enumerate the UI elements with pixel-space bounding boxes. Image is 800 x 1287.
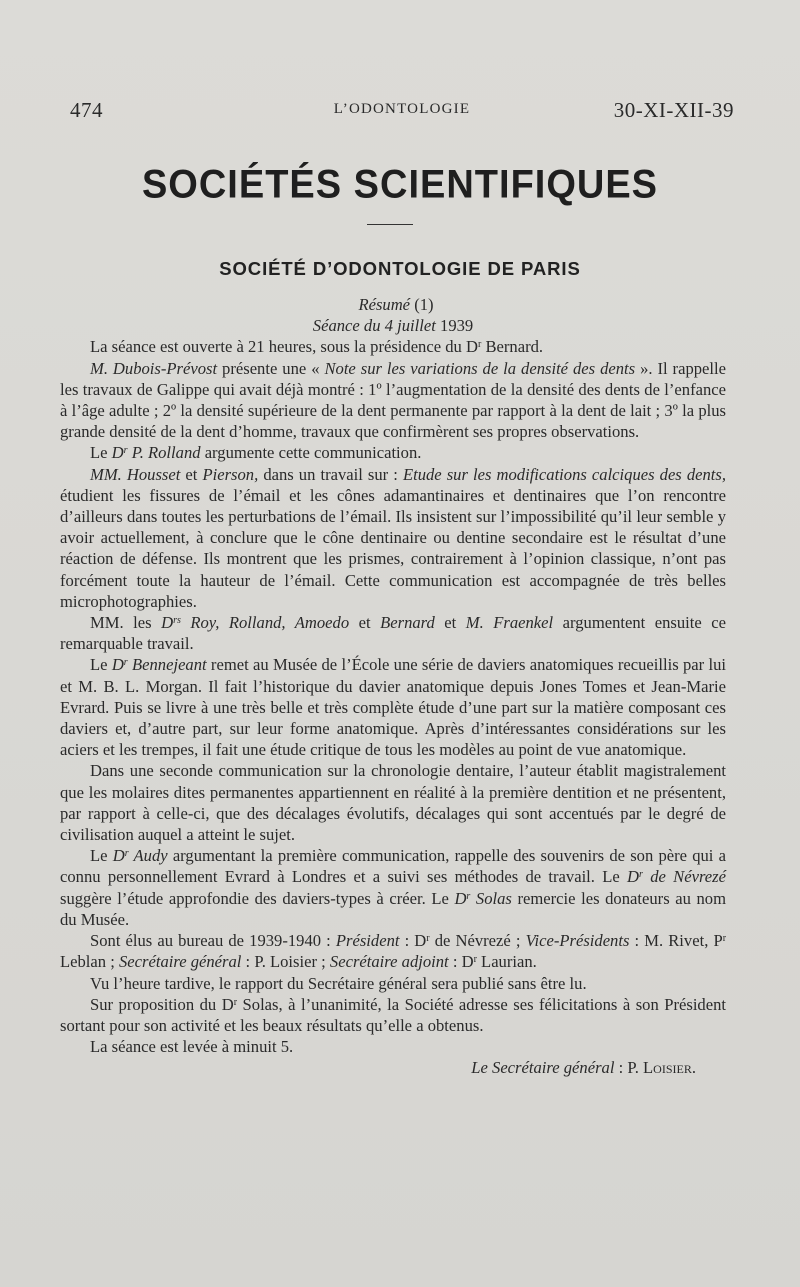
resume-heading: Résumé (1)	[358, 295, 434, 314]
society-title: SOCIÉTÉ D’ODONTOLOGIE DE PARIS	[219, 258, 581, 279]
journal-title: L’ODONTOLOGIE	[333, 101, 471, 117]
paragraph-dubois-prevost: M. Dubois-Prévost présente une « Note sur les variations de la densité des dents ». Il rappelle les travaux de Galippe qui avait déjà montré : 1º l’augmentation de la densité des dents de l’enfance à l’âge adulte ; 2º la densité supérieure de la dent permanente par rapport à la dent de lait ; 3º la plus grande densité de la dent d’homme, travaux que confirmèrent ses propres observations.	[60, 358, 726, 442]
title-rule	[367, 224, 413, 225]
paragraph-bureau: Sont élus au bureau de 1939-1940 : Président : $D^r$ de Névrezé ; Vice-Présidents : M. Rivet, $P^r$ Leblan ; Secrétaire général : P. Loisier ; Secrétaire adjoint : $D^r$ Laurian.	[60, 931, 727, 972]
paragraph-argumentent: MM. les $D^{rs}$ Roy, Rolland, Amoedo et Bernard et M. Fraenkel argumentent ensuite ce remarquable travail.	[60, 613, 726, 654]
article-body	[60, 294, 726, 1079]
running-head	[70, 98, 734, 124]
paragraph-rapport: Vu l’heure tardive, le rapport du Secrétaire général sera publié sans être lu.	[90, 973, 587, 993]
paragraph-chronologie: Dans une seconde communication sur la chronologie dentaire, l’auteur établit magistralement que les molaires dites permanentes appartiennent en réalité à la première dentition et ne présentent, par rapport à celle-ci, que des décalages évolutifs, décalages qui sont accentués par le degré de civilisation auquel a atteint le sujet.	[60, 761, 726, 845]
paragraph-opening: La séance est ouverte à 21 heures, sous la présidence du $D^r$ Bernard.	[90, 337, 544, 357]
paragraph-closing: La séance est levée à minuit 5.	[90, 1037, 294, 1057]
seance-year: 1939	[440, 316, 474, 336]
signature: Le Secrétaire général : P. Loisier.	[471, 1058, 696, 1078]
paragraph-audy: Le $D^r$ Audy argumentant la première communication, rappelle des souvenirs de son père qui a connu personnellement Evrard à Londres et a suivi ses méthodes de travail. Le $D^r$ de Névrezé suggère l’étude approfondie des daviers-types à créer. Le $D^r$ Solas remercie les donateurs au nom du Musée.	[60, 846, 726, 929]
page-number: 474	[70, 98, 103, 122]
paragraph-bennejeant: Le $D^r$ Bennejeant remet au Musée de l’École une série de daviers anatomiques recueillis par lui et M. B. L. Morgan. Il fait l’historique du davier anatomique depuis Jones Tomes et Jean-Marie Evrard. Puis se livre à une très belle et très complète étude d’une part sur la matière composant ces daviers et, d’autre part, sur leur forme anatomique. Après d’intéressantes considérations sur les aciers et les trempes, il fait une étude critique de tous les modèles au point de vue anatomique.	[60, 655, 726, 760]
seance-heading: Séance du 4 juillet 1939	[312, 316, 474, 336]
paragraph-felicitations: Sur proposition du $D^r$ Solas, à l’unanimité, la Société adresse ses félicitations à son Président sortant pour son activité et les beaux résultats qu’elle a obtenus.	[60, 994, 727, 1035]
issue-date: 30-XI-XII-39	[613, 98, 734, 122]
paragraph-rolland: Le $D^r$ P. Rolland argumente cette communication.	[90, 443, 422, 463]
paragraph-housset-pierson: MM. Housset et Pierson, dans un travail sur : Etude sur les modifications calciques des dents, étudient les fissures de l’émail et les cônes adamantinaires et dentinaires que l’on rencontre d’ailleurs dans toutes les perturbations de l’émail. Ils insistent sur l’impossibilité qu’il leur semble y avoir actuellement, à conclure que le cône dentinaire ou dentine secondaire est le résultat d’une réaction de défense. Ils montrent que les prismes, contrairement à l’opinion classique, n’ont pas forcément toute la hauteur de l’émail. Cette communication est accompagnée de très belles microphotographies.	[60, 464, 727, 611]
section-title: SOCIÉTÉS SCIENTIFIQUES	[141, 162, 659, 208]
